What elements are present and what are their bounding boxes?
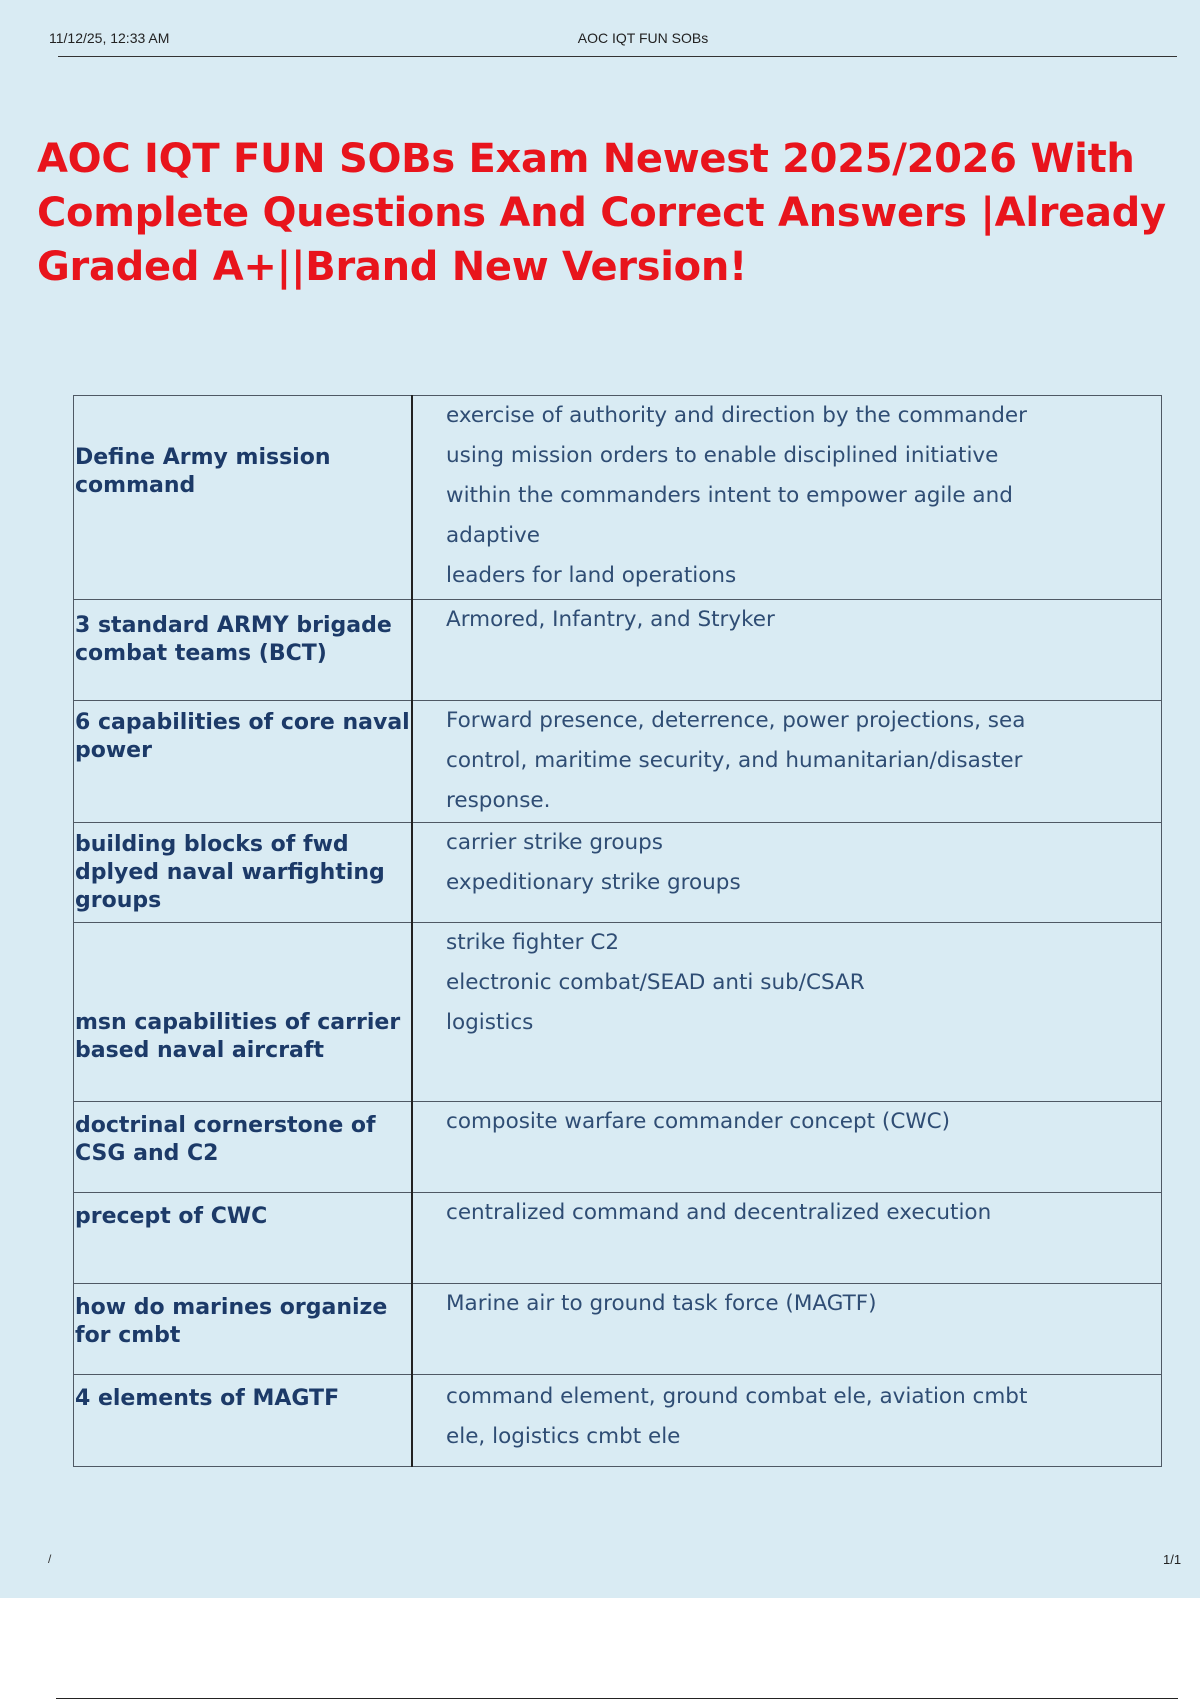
answer-line: control, maritime security, and humanitarian/disaster — [446, 748, 1023, 773]
question-text: 4 elements of MAGTF — [75, 1386, 340, 1411]
question-cell — [74, 600, 413, 701]
qa-row — [74, 1284, 1162, 1375]
answer-cell — [412, 1193, 1162, 1284]
question-text: msn capabilities of carrier based naval aircraft — [75, 1010, 401, 1063]
qa-row — [74, 923, 1162, 1102]
answer-cell — [412, 701, 1162, 823]
answer-line: expeditionary strike groups — [446, 870, 741, 895]
qa-row — [74, 396, 1162, 600]
question-cell — [74, 1284, 413, 1375]
qa-row — [74, 1375, 1162, 1467]
qa-row — [74, 701, 1162, 823]
answer-cell — [412, 600, 1162, 701]
question-cell — [74, 1375, 413, 1467]
print-header-title: AOC IQT FUN SOBs — [577, 30, 709, 46]
question-text: 6 capabilities of core naval power — [75, 710, 410, 763]
answer-line: carrier strike groups — [446, 830, 664, 855]
answer-line: composite warfare commander concept (CWC) — [446, 1109, 950, 1134]
answer-line: Marine air to ground task force (MAGTF) — [446, 1291, 877, 1316]
answer-line: exercise of authority and direction by the commander — [446, 403, 1027, 428]
question-cell — [74, 396, 413, 600]
question-cell — [74, 823, 413, 923]
answer-line: leaders for land operations — [446, 563, 737, 588]
answer-cell — [412, 1102, 1162, 1193]
bottom-divider — [56, 1698, 1178, 1699]
answer-line: centralized command and decentralized execution — [446, 1200, 992, 1225]
answer-line: ele, logistics cmbt ele — [446, 1424, 681, 1449]
answer-cell — [412, 1284, 1162, 1375]
question-cell — [74, 1102, 413, 1193]
answer-cell — [412, 396, 1162, 600]
answer-line: strike fighter C2 — [446, 930, 620, 955]
answer-line: adaptive — [446, 523, 540, 548]
question-text: how do marines organize for cmbt — [75, 1295, 388, 1348]
qa-row — [74, 1193, 1162, 1284]
question-cell — [74, 701, 413, 823]
question-text: 3 standard ARMY brigade combat teams (BCT) — [75, 613, 392, 666]
qa-row — [74, 600, 1162, 701]
question-text: doctrinal cornerstone of CSG and C2 — [75, 1113, 376, 1166]
answer-cell — [412, 823, 1162, 923]
answer-line: electronic combat/SEAD anti sub/CSAR — [446, 970, 865, 995]
answer-line: command element, ground combat ele, aviation cmbt — [446, 1384, 1028, 1409]
answer-line: using mission orders to enable disciplined initiative — [446, 443, 999, 468]
question-text: precept of CWC — [75, 1204, 268, 1229]
answer-line: Forward presence, deterrence, power projections, sea — [446, 708, 1026, 733]
question-text: Define Army mission command — [75, 445, 331, 498]
answer-cell — [412, 923, 1162, 1102]
qa-table — [73, 395, 1162, 1467]
qa-row — [74, 1102, 1162, 1193]
page-title: AOC IQT FUN SOBs Exam Newest 2025/2026 With Complete Questions And Correct Answers |Already Graded A+||Brand New Version! — [37, 136, 1166, 290]
answer-cell — [412, 1375, 1162, 1467]
header-divider — [58, 56, 1177, 57]
qa-row — [74, 823, 1162, 923]
answer-line: response. — [446, 788, 551, 813]
answer-line: logistics — [446, 1010, 534, 1035]
print-date: 11/12/25, 12:33 AM — [49, 30, 170, 46]
answer-line: Armored, Infantry, and Stryker — [446, 607, 775, 632]
question-text: building blocks of fwd dplyed naval warfighting groups — [75, 832, 385, 913]
page-number: 1/1 — [1163, 1552, 1182, 1567]
question-cell — [74, 923, 413, 1102]
footer-url: / — [48, 1552, 52, 1566]
answer-line: within the commanders intent to empower agile and — [446, 483, 1013, 508]
question-cell — [74, 1193, 413, 1284]
